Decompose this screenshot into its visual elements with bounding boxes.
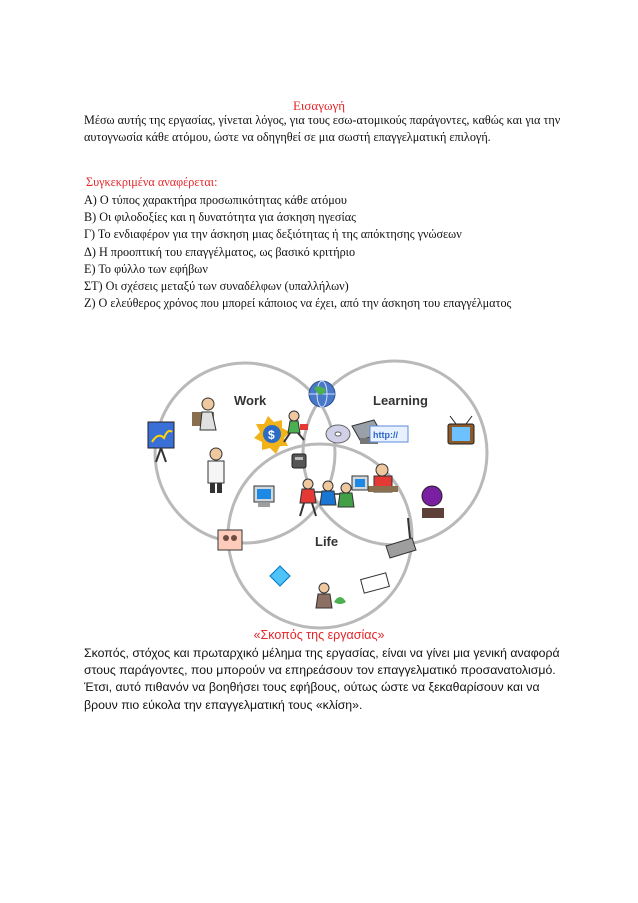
learning-label: Learning [373, 393, 428, 408]
intro-title: Εισαγωγή [292, 98, 346, 113]
doctor-figure-icon [208, 448, 224, 493]
intro-paragraph: Μέσω αυτής της εργασίας, γίνεται λόγος, για τους εσω-ατομικούς παράγοντες, καθώς και για την αυτογνωσία κάθε ατόμου, ώστε να οδηγηθεί σε μια σωστή επαγγελματική επιλογή. [84, 113, 561, 144]
ticket-icon [361, 573, 390, 593]
http-label: http:// [373, 430, 398, 440]
monitor-icon [352, 476, 368, 490]
specific-heading: Συγκεκριμένα αναφέρεται: [86, 175, 218, 189]
dancing-people-icon [300, 479, 354, 516]
list-item: Α) Ο τύπος χαρακτήρα προσωπικότητας κάθε ατόμου [84, 193, 347, 207]
dollar-icon [254, 416, 290, 454]
list-item: Ε) Το φύλλο των εφήβων [84, 261, 208, 276]
television-icon [448, 416, 474, 444]
list-item: ΣΤ) Οι σχέσεις μεταξύ των συναδέλφων (υπαλλήλων) [84, 279, 349, 294]
web-icon [370, 426, 408, 442]
family-photo-icon [218, 530, 242, 550]
list-item: Δ) Η προοπτική του επαγγέλματος, ως βασικό κριτήριο [84, 244, 356, 259]
phone-icon [292, 454, 306, 468]
worker-figure-icon [192, 398, 216, 430]
gardener-figure-icon [316, 583, 346, 608]
work-label: Work [234, 393, 267, 408]
list-item: Γ) Το ενδιαφέρον για την άσκηση μιας δεξιότητας ή της απόκτησης γνώσεων [84, 227, 462, 242]
computer-icon [254, 486, 274, 507]
life-label: Life [315, 534, 339, 549]
student-figure-icon [368, 464, 398, 492]
work-learning-life-diagram [130, 358, 510, 630]
purpose-title: «Σκοπός της εργασίας» [253, 628, 385, 642]
list-item: Β) Οι φιλοδοξίες και η δυνατότητα για άσκηση ηγεσίας [84, 210, 356, 225]
award-icon [422, 486, 444, 518]
globe-icon [309, 381, 335, 407]
svg-text:$: $ [268, 428, 275, 442]
cd-icon [326, 425, 350, 443]
factors-list [84, 192, 564, 312]
presenter-icon [148, 422, 174, 462]
work-circle [155, 363, 335, 543]
diamond-icon [270, 566, 290, 586]
list-item: Ζ) Ο ελεύθερος χρόνος που μπορεί κάποιος να έχει, από την άσκηση του επαγγέλματος [84, 296, 512, 311]
purpose-paragraph: Σκοπός, στόχος και πρωταρχικό μέλημα της εργασίας, είναι να γίνει μια γενική αναφορά στους παράγοντες, που μπορούν να επηρεάσουν τον επαγγελματικό προσανατολισμό. Έτσι, αυτό πιθανόν να βοηθήσει τους εφήβους, ούτως ώστε να ξεκαθαρίσουν και να βρουν πιο εύκολα την επαγγελματική τους «κλίση». [84, 646, 560, 712]
